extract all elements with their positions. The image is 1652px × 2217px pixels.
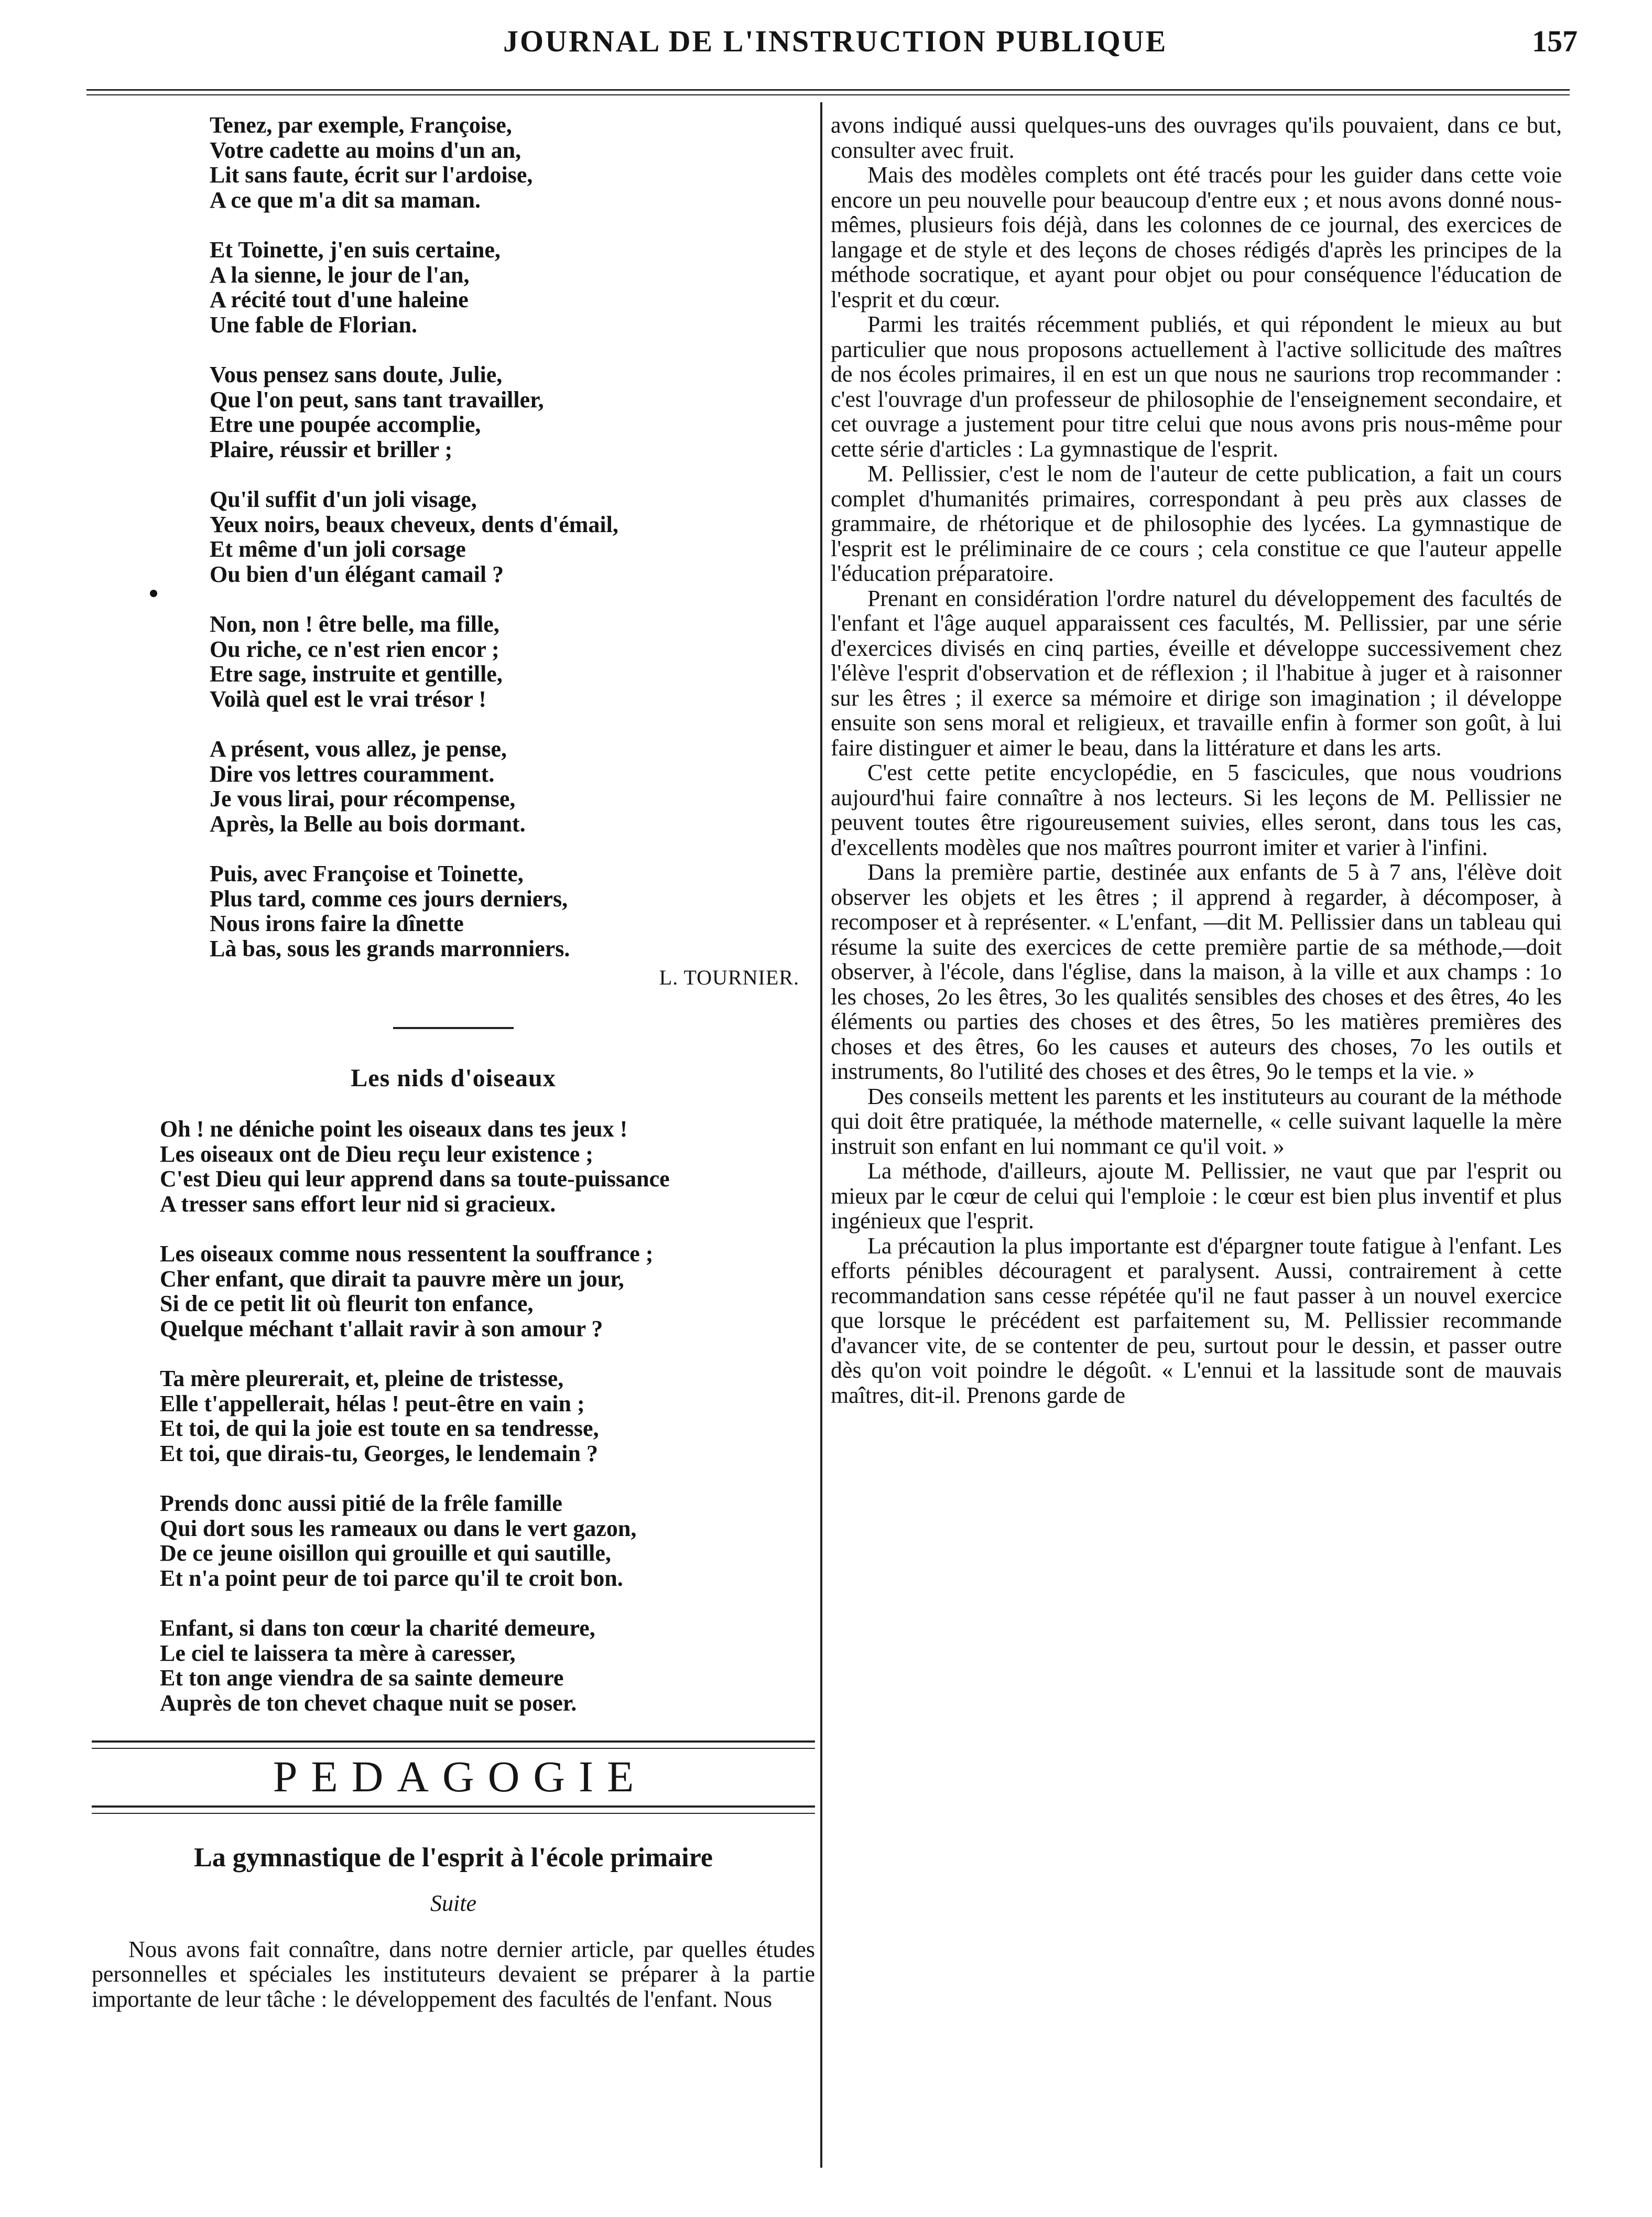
stanza [160,1616,815,1715]
verse-line: Yeux noirs, beaux cheveux, dents d'émail, [210,511,618,537]
verse-line: Nous irons faire la dînette [210,911,464,936]
column-divider [820,102,822,2168]
verse-line: C'est Dieu qui leur apprend dans sa toute-puissance [160,1166,670,1192]
verse-line: Une fable de Florian. [210,311,417,338]
section-rule-bottom [92,1805,815,1814]
verse-line: Etre une poupée accomplie, [210,412,481,437]
section-rule-top [92,1740,815,1749]
stanza [210,861,815,961]
poem-tournier [210,113,815,961]
journal-title: JOURNAL DE L'INSTRUCTION PUBLIQUE [503,24,1168,58]
verse-line: Et toi, que dirais-tu, Georges, le lendemain ? [160,1440,598,1466]
verse-line: A la sienne, le jour de l'an, [210,262,470,288]
right-column [831,113,1562,2204]
verse-line: Prends donc aussi pitié de la frêle famille [160,1490,562,1516]
verse-line: Etre sage, instruite et gentille, [210,661,503,687]
header-rule-bottom [86,94,1570,95]
verse-line: Les oiseaux comme nous ressentent la souffrance ; [160,1241,654,1267]
verse-line: De ce jeune oisillon qui grouille et qui sautille, [160,1540,611,1566]
stanza [160,1117,815,1216]
stanza [210,362,815,462]
paragraph: M. Pellissier, c'est le nom de l'auteur de cette publication, a fait un cours complet d'humanités primaires, correspondant à peu près aux classes de grammaire, de rhétorique et de philosophie des lycées. La gymnastique de l'esprit est le préliminaire de ce cours ; cela constitue ce que l'auteur appelle l'éducation préparatoire. [831,461,1562,586]
verse-line: Après, la Belle au bois dormant. [210,810,526,837]
verse-line: Si de ce petit lit où fleurit ton enfance, [160,1291,534,1316]
paragraph: Parmi les traités récemment publiés, et qui répondent le mieux au but particulier que nous proposons actuellement à l'active sollicitude des maîtres de nos écoles primaires, il en est un que nous ne saurions trop recommander : c'est l'ouvrage d'un professeur de philosophie de l'enseignement secondaire, et cet ouvrage a justement pour titre celui que nous avons pris nous-même pour cette série d'articles : La gymnastique de l'esprit. [831,311,1562,462]
stanza [210,487,815,587]
stanza [210,113,815,212]
paragraph: Nous avons fait connaître, dans notre dernier article, par quelles études personnelles et spéciales les instituteurs devaient se préparer à la partie importante de leur tâche : le développement des facultés de l'enfant. Nous [92,1936,815,2012]
article-title: La gymnastique de l'esprit à l'école primaire [194,1842,713,1873]
verse-line: Et même d'un joli corsage [210,536,466,562]
paragraph: La méthode, d'ailleurs, ajoute M. Pellissier, ne vaut que par l'esprit ou mieux par le cœur de celui qui l'emploie : le cœur est bien plus inventif et plus ingénieux que l'esprit. [831,1158,1562,1234]
verse-line: Les oiseaux ont de Dieu reçu leur existence ; [160,1141,593,1167]
stanza [210,737,815,836]
paragraph: Prenant en considération l'ordre naturel du développement des facultés de l'enfant et l'âge auquel apparaissent ces facultés, M. Pellissier, par une série d'exercices divisés en cinq parties, éveille et développe successivement chez l'élève l'esprit d'observation et de réflexion ; il l'habitue à juger et à raisonner sur les êtres ; il exerce sa mémoire et dirige son imagination ; il développe ensuite son sens moral et religieux, et travaille enfin à former son goût, à lui faire distinguer et aimer le beau, dans la littérature et dans les arts. [831,585,1562,761]
verse-line: A tresser sans effort leur nid si gracieux. [160,1191,556,1217]
verse-line: Le ciel te laissera ta mère à caresser, [160,1640,516,1666]
stanza [210,237,815,337]
stanza [160,1366,815,1466]
paragraph: Mais des modèles complets ont été tracés pour les guider dans cette voie encore un peu nouvelle pour beaucoup d'entre eux ; et nous avons donné nous-mêmes, plusieurs fois déjà, dans les colonnes de ce journal, des exercices de langage et de style et des leçons de choses rédigés d'après les principes de la méthode socratique, et ayant pour objet ou pour conséquence l'éducation de l'esprit et du cœur. [831,162,1562,312]
verse-line: Et Toinette, j'en suis certaine, [210,237,501,263]
verse-line: Votre cadette au moins d'un an, [210,137,521,163]
verse-line: Voilà quel est le vrai trésor ! [210,686,486,712]
verse-line: Plus tard, comme ces jours derniers, [210,885,568,912]
verse-line: Elle t'appellerait, hélas ! peut-être en vain ; [160,1390,585,1416]
verse-line: Puis, avec Françoise et Toinette, [210,861,524,886]
verse-line: Et ton ange viendra de sa sainte demeure [160,1665,564,1691]
verse-line: Tenez, par exemple, Françoise, [210,113,512,138]
stanza [210,612,815,711]
verse-line: Qui dort sous les rameaux ou dans le vert gazon, [160,1515,637,1541]
poem-nids-oiseaux [160,1117,815,1715]
verse-line: Et toi, de qui la joie est toute en sa tendresse, [160,1415,599,1441]
poem-author: L. TOURNIER. [659,966,799,989]
verse-line: Ta mère pleurerait, et, pleine de tristesse, [160,1366,564,1391]
left-column [92,113,815,2157]
paragraph: La précaution la plus importante est d'épargner toute fatigue à l'enfant. Les efforts pénibles découragent et paralysent. Aussi, contrairement à cette recommandation sans cesse répétée qu'il ne faut passer à un nouvel exercice que lorsque le précédent est parfaitement su, M. Pellissier recommande d'avancer vite, de se contenter de peu, surtout pour le dessin, et passer outre dès qu'on voit poindre le dégoût. « L'ennui et la lassitude sont de mauvais maîtres, dit-il. Prenons garde de [831,1232,1562,1408]
section-title: PEDAGOGIE [273,1753,648,1801]
verse-line: Qu'il suffit d'un joli visage, [210,486,477,512]
verse-line: Ou riche, ce n'est rien encor ; [210,636,499,662]
verse-line: Oh ! ne déniche point les oiseaux dans tes jeux ! [160,1116,628,1142]
section-separator [393,1027,514,1029]
left-article-body [92,1937,815,2012]
verse-line: Quelque méchant t'allait ravir à son amour ? [160,1315,603,1342]
verse-line: A récité tout d'une haleine [210,287,469,312]
verse-line: Cher enfant, que dirait ta pauvre mère un jour, [160,1266,624,1292]
paragraph: Des conseils mettent les parents et les instituteurs au courant de la méthode qui doit être pratiquée, la méthode maternelle, « celle suivant laquelle la mère instruit son enfant en lui nommant ce qu'il voit. » [831,1083,1562,1159]
page-header [94,24,1578,71]
verse-line: A ce que m'a dit sa maman. [210,187,481,213]
page-number: 157 [1532,24,1578,58]
stanza [160,1491,815,1591]
stanza [160,1241,815,1341]
paragraph: avons indiqué aussi quelques-uns des ouvrages qu'ils pouvaient, dans ce but, consulter avec fruit. [831,113,1562,163]
verse-line: A présent, vous allez, je pense, [210,736,507,762]
verse-line: Dire vos lettres couramment. [210,761,495,787]
verse-line: Vous pensez sans doute, Julie, [210,362,503,387]
paragraph: Dans la première partie, destinée aux enfants de 5 à 7 ans, l'élève doit observer les objets et les êtres ; il apprend à regarder, à décomposer, à recomposer et à représenter. « L'enfant, —dit M. Pellissier dans un tableau qui résume la suite des exercices de cette première partie de sa méthode,—doit observer, à l'école, dans l'église, dans la maison, à la ville et aux champs : 1o les choses, 2o les êtres, 3o les qualités sensibles des choses et des êtres, 4o les éléments ou parties des choses et des êtres, 5o les matières premières des choses et des êtres, 6o les causes et auteurs des choses, 7o les outils et instruments, 8o l'utilité des choses et des êtres, 9o le temps et la vie. » [831,859,1562,1084]
verse-line: Enfant, si dans ton cœur la charité demeure, [160,1615,595,1641]
verse-line: Je vous lirai, pour récompense, [210,786,516,812]
verse-line: Plaire, réussir et briller ; [210,436,453,462]
paragraph: C'est cette petite encyclopédie, en 5 fascicules, que nous voudrions aujourd'hui faire connaître à nos lecteurs. Si les leçons de M. Pellissier ne peuvent toutes être rigoureusement suivies, elles seront, dans tous les cas, d'excellents modèles que nos maîtres pourront imiter et varier à l'infini. [831,760,1562,860]
article-subtitle: Suite [430,1890,476,1916]
poem-title: Les nids d'oiseaux [351,1064,556,1092]
verse-line: Ou bien d'un élégant camail ? [210,561,504,587]
verse-line: Auprès de ton chevet chaque nuit se poser. [160,1690,577,1716]
header-rule-top [86,89,1570,91]
verse-line: Lit sans faute, écrit sur l'ardoise, [210,162,533,188]
verse-line: Que l'on peut, sans tant travailler, [210,386,544,413]
verse-line: Et n'a point peur de toi parce qu'il te croit bon. [160,1565,623,1591]
verse-line: Non, non ! être belle, ma fille, [210,611,499,637]
verse-line: Là bas, sous les grands marronniers. [210,935,570,961]
